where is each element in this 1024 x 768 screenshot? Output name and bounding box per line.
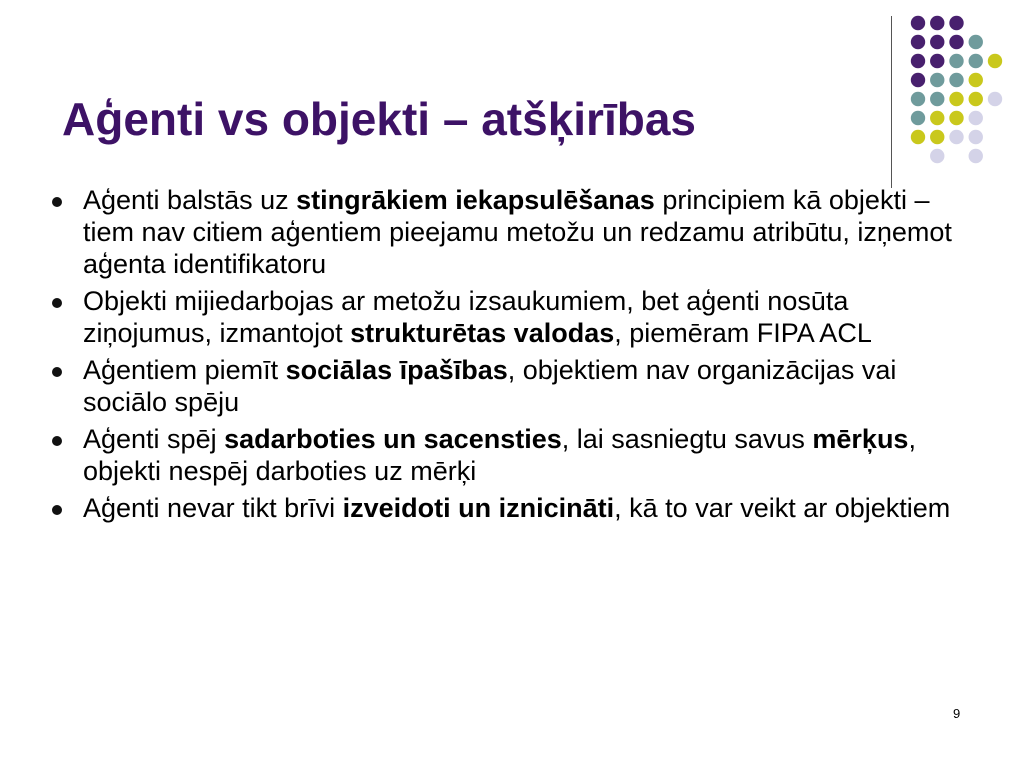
decorative-dot	[969, 149, 983, 163]
decorative-dot	[988, 92, 1002, 106]
decorative-dot	[949, 130, 963, 144]
bullet-text: , lai sasniegtu savus	[561, 424, 813, 454]
decorative-dot	[930, 130, 944, 144]
decorative-dot	[969, 130, 983, 144]
decorative-dot	[969, 54, 983, 68]
bullet-text-bold: sociālas īpašības	[285, 355, 508, 385]
decorative-dot	[911, 73, 925, 87]
bullet-text: Objekti mijiedarbojas ar metožu izsaukumiem, bet aģenti nosūta ziņojumus, izmantojot	[83, 286, 849, 348]
bullet-text-bold: izveidoti un iznicināti	[342, 493, 615, 523]
decorative-dot	[911, 54, 925, 68]
bullet-text: , kā to var veikt ar objektiem	[614, 493, 951, 523]
bullet-text-bold: sadarboties un sacensties	[224, 424, 562, 454]
decorative-dot	[911, 92, 925, 106]
decorative-dot	[969, 35, 983, 49]
bullet-item	[46, 423, 966, 487]
decorative-dot	[911, 16, 925, 30]
header-divider-line	[891, 16, 892, 188]
slide-title: Aģenti vs objekti – atšķirības	[62, 93, 697, 145]
decorative-dot	[930, 54, 944, 68]
decorative-dot	[949, 16, 963, 30]
bullet-item	[46, 492, 966, 524]
bullet-text: Aģentiem piemīt	[83, 355, 286, 385]
bullet-text-bold: mērķus	[812, 424, 909, 454]
decorative-dot	[969, 73, 983, 87]
bullet-list	[46, 184, 966, 529]
decorative-dot	[930, 149, 944, 163]
decorative-dot	[969, 111, 983, 125]
decorative-dot	[949, 73, 963, 87]
decorative-dot	[930, 35, 944, 49]
decorative-dot	[911, 130, 925, 144]
decorative-dot	[930, 16, 944, 30]
bullet-text: , piemēram FIPA ACL	[614, 318, 872, 348]
bullet-item	[46, 285, 966, 349]
bullet-text-bold: strukturētas valodas	[350, 318, 615, 348]
decorative-dot	[949, 111, 963, 125]
decorative-dot	[949, 35, 963, 49]
bullet-item	[46, 354, 966, 418]
decorative-dot	[930, 73, 944, 87]
bullet-text: , objekti nespēj darboties uz mērķi	[83, 424, 916, 486]
page-number: 9	[953, 706, 961, 721]
bullet-text: Aģenti balstās uz	[83, 185, 297, 215]
decorative-dot	[949, 54, 963, 68]
bullet-text: Aģenti nevar tikt brīvi	[83, 493, 343, 523]
decorative-dot	[930, 111, 944, 125]
decorative-dot	[911, 111, 925, 125]
decorative-dot	[949, 92, 963, 106]
bullet-text: , objektiem nav organizācijas vai sociālo spēju	[83, 355, 897, 417]
decorative-dot	[911, 35, 925, 49]
bullet-text: Aģenti spēj	[83, 424, 225, 454]
decorative-dot	[930, 92, 944, 106]
decorative-dot	[988, 54, 1002, 68]
decorative-dot	[969, 92, 983, 106]
bullet-text: principiem kā objekti – tiem nav citiem aģentiem pieejamu metožu un redzamu atribūtu, izņemot aģenta identifikatoru	[83, 185, 952, 279]
bullet-item	[46, 184, 966, 280]
bullet-text-bold: stingrākiem iekapsulēšanas	[296, 185, 655, 215]
